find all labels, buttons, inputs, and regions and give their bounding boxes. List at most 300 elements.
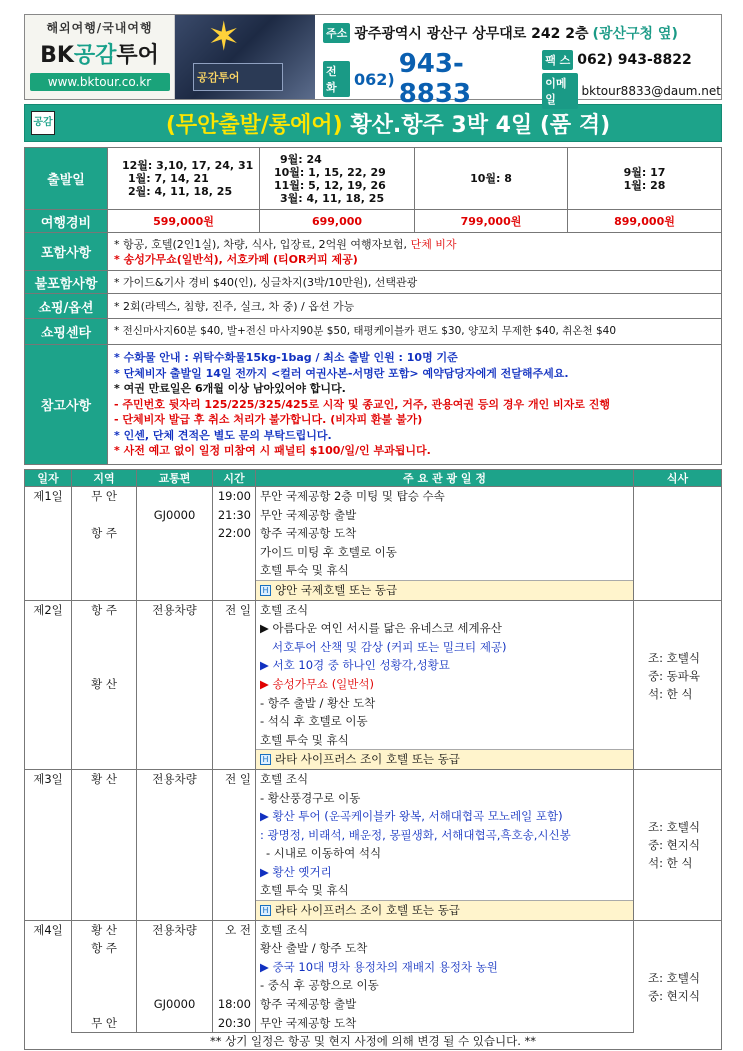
time-cell	[213, 826, 256, 845]
transport-cell-text: 전용차량	[152, 771, 197, 786]
logo-bk: BK	[40, 43, 74, 68]
time-cell	[213, 939, 256, 958]
tour-title	[55, 108, 721, 139]
area-cell	[72, 731, 137, 750]
schedule-cell-text: ▶ 서호 10경 중 하나인 성황각,성황묘	[260, 658, 450, 673]
include-visa: 단체 비자	[410, 237, 457, 251]
itinerary-row	[25, 789, 722, 808]
time-cell-text	[213, 881, 255, 900]
area-cell	[72, 638, 137, 657]
transport-cell	[137, 976, 213, 995]
itinerary-row	[25, 712, 722, 731]
col-meals: 식사	[634, 470, 722, 487]
brochure-page	[24, 14, 722, 1050]
meals-cell	[634, 920, 722, 1033]
itinerary-footer-note: ** 상기 일정은 항공 및 현지 사정에 의해 변경 될 수 있습니다. **	[24, 1033, 722, 1050]
date-line: 9월: 17	[623, 165, 666, 179]
transport-cell-text	[137, 561, 212, 580]
exclude-label: 불포함사항	[25, 271, 108, 294]
date-line: 11월: 5, 12, 19, 26	[274, 178, 386, 192]
include-line-1: * 항공, 호텔(2인1실), 차량, 식사, 입장료, 2억원 여행자보험,	[114, 237, 408, 251]
departure-label: 출발일	[25, 148, 108, 210]
schedule-cell	[256, 675, 634, 694]
time-cell	[213, 807, 256, 826]
itinerary-row	[25, 844, 722, 863]
area-cell	[72, 995, 137, 1014]
area-cell-text: 항 주	[91, 941, 117, 956]
itinerary-row	[25, 543, 722, 562]
time-cell	[213, 712, 256, 731]
time-cell-text	[213, 675, 255, 694]
phone-number[interactable]: 943-8833	[398, 49, 472, 109]
schedule-cell	[256, 769, 634, 788]
meal-line: 중: 현지식	[648, 988, 700, 1003]
schedule-cell	[256, 506, 634, 525]
schedule-cell	[256, 939, 634, 958]
meal-line: 조: 호텔식	[648, 819, 700, 834]
time-cell	[213, 1014, 256, 1033]
time-cell	[213, 844, 256, 863]
itinerary-table	[24, 469, 722, 1033]
time-cell-text: 20:30	[217, 1015, 251, 1030]
area-cell	[72, 863, 137, 882]
time-cell	[213, 656, 256, 675]
transport-cell-text	[137, 694, 212, 713]
area-cell-text	[72, 619, 136, 638]
day-label	[25, 769, 72, 920]
time-cell	[213, 995, 256, 1014]
price-1: 599,000원	[108, 210, 260, 233]
transport-cell	[137, 712, 213, 731]
schedule-cell-text: ▶ 황산 투어 (운곡케이블카 왕복, 서해대협곡 모노레일 포함)	[260, 809, 563, 824]
area-cell-text	[72, 731, 136, 750]
schedule-cell-text: ▶ 아름다운 여인 서시를 닮은 유네스코 세계유산	[260, 621, 502, 636]
day-label	[25, 920, 72, 1033]
area-cell	[72, 506, 137, 525]
schedule-cell	[256, 656, 634, 675]
schedule-cell-text: 호텔 조식	[260, 771, 309, 786]
schedule-cell	[256, 731, 634, 750]
time-cell-text	[213, 939, 255, 958]
itinerary-row	[25, 638, 722, 657]
col-time: 시간	[213, 470, 256, 487]
meals-list	[634, 487, 721, 535]
date-line: 1월: 7, 14, 21	[128, 172, 209, 185]
schedule-cell	[256, 920, 634, 939]
time-cell	[213, 769, 256, 788]
transport-cell	[137, 958, 213, 977]
meals-list	[634, 921, 721, 1005]
transport-cell-text	[137, 844, 212, 863]
area-cell-text	[72, 995, 136, 1014]
transport-cell	[137, 844, 213, 863]
hotel-icon: H	[260, 905, 271, 916]
area-cell-text	[72, 863, 136, 882]
meals-list	[634, 770, 721, 872]
date-line: 10월: 8	[470, 172, 512, 185]
area-cell	[72, 1014, 137, 1033]
empty-cell	[213, 580, 256, 600]
ref-line: * 수화물 안내 : 위탁수화물15kg-1bag / 최소 출발 인원 : 10명 기준	[114, 351, 458, 365]
contact-info	[315, 15, 721, 109]
schedule-cell-text: 호텔 조식	[260, 602, 309, 617]
time-cell	[213, 789, 256, 808]
area-cell-text	[72, 561, 136, 580]
reference-label: 참고사항	[25, 345, 108, 465]
meals-cell	[634, 487, 722, 601]
itinerary-row	[25, 863, 722, 882]
transport-cell-text	[137, 826, 212, 845]
departure-dates-2	[260, 148, 415, 210]
transport-cell-text	[137, 863, 212, 882]
schedule-cell	[256, 863, 634, 882]
hotel-row	[25, 750, 722, 770]
time-cell-text: 22:00	[217, 526, 251, 541]
transport-cell	[137, 863, 213, 882]
itinerary-row	[25, 958, 722, 977]
time-cell-text	[213, 863, 255, 882]
area-cell	[72, 694, 137, 713]
time-cell	[213, 600, 256, 619]
transport-cell-text: GJ0000	[153, 507, 196, 522]
office-sign-text: 공감투어	[197, 71, 240, 84]
schedule-cell	[256, 1014, 634, 1033]
area-cell-text: 황 산	[91, 771, 117, 786]
area-cell-text	[72, 958, 136, 977]
ref-line: * 사전 예고 없이 일정 미참여 시 패널티 $100/일/인 부과됩니다.	[114, 444, 431, 458]
transport-cell	[137, 619, 213, 638]
empty-cell	[72, 901, 137, 921]
area-cell-text	[72, 807, 136, 826]
area-cell	[72, 976, 137, 995]
itinerary-row	[25, 881, 722, 900]
phone-tag: 전화	[323, 61, 350, 97]
schedule-cell	[256, 712, 634, 731]
transport-cell	[137, 675, 213, 694]
area-cell-text	[72, 506, 136, 525]
schedule-cell-text: 호텔 투숙 및 휴식	[260, 563, 349, 578]
time-cell	[213, 863, 256, 882]
departure-dates-1	[108, 148, 260, 210]
transport-cell	[137, 656, 213, 675]
schedule-cell	[256, 995, 634, 1014]
time-cell	[213, 638, 256, 657]
time-cell-text	[213, 638, 255, 657]
fax-tag: 팩 스	[542, 50, 573, 70]
day-label-text: 제1일	[33, 489, 63, 503]
schedule-cell-text: 항주 국제공항 출발	[260, 997, 357, 1012]
schedule-cell-text: ▶ 중국 10대 명차 용정차의 재배지 용정차 농원	[260, 959, 498, 974]
email-address[interactable]: bktour8833@daum.net	[581, 83, 721, 98]
area-cell-text	[72, 881, 136, 900]
area-cell	[72, 920, 137, 939]
time-cell-text	[213, 656, 255, 675]
schedule-cell	[256, 881, 634, 900]
website-url[interactable]: www.bktour.co.kr	[30, 73, 170, 91]
hotel-row	[25, 901, 722, 921]
date-line: 2월: 4, 11, 18, 25	[128, 185, 233, 198]
itinerary-row	[25, 600, 722, 619]
itinerary-row	[25, 506, 722, 525]
area-cell-text	[72, 694, 136, 713]
address: 광주광역시 광산구 상무대로 242 2층	[354, 26, 589, 42]
center-label: 쇼핑센타	[25, 319, 108, 345]
hotel-icon: H	[260, 585, 271, 596]
schedule-cell-text: 호텔 조식	[260, 922, 309, 937]
day-label-text: 제4일	[33, 922, 63, 937]
transport-cell	[137, 826, 213, 845]
schedule-cell-text: - 시내로 이동하여 석식	[266, 846, 382, 861]
ref-line: * 여권 만료일은 6개월 이상 남아있어야 합니다.	[114, 382, 346, 396]
time-cell-text: 전 일	[225, 602, 251, 617]
fax-number: 062) 943-8822	[577, 51, 692, 68]
itinerary-row	[25, 826, 722, 845]
include-items	[108, 233, 722, 271]
meal-line: 중: 현지식	[648, 837, 700, 852]
transport-cell-text	[137, 675, 212, 694]
area-cell-text: 무 안	[91, 489, 117, 503]
schedule-cell	[256, 600, 634, 619]
transport-cell-text	[137, 712, 212, 731]
departure-dates-3	[415, 148, 568, 210]
schedule-cell	[256, 543, 634, 562]
transport-cell	[137, 506, 213, 525]
meal-line: 석: 한 식	[648, 855, 693, 870]
empty-cell	[137, 901, 213, 921]
price-3: 799,000원	[415, 210, 568, 233]
area-cell	[72, 543, 137, 562]
schedule-cell-text: 항주 국제공항 도착	[260, 526, 357, 541]
area-cell	[72, 807, 137, 826]
schedule-cell-text: 무안 국제공항 2층 미팅 및 탑승 수속	[260, 489, 445, 503]
meal-line: 중: 동파육	[648, 668, 700, 683]
hotel-cell	[256, 580, 634, 600]
transport-cell	[137, 769, 213, 788]
schedule-cell	[256, 807, 634, 826]
area-cell	[72, 524, 137, 543]
price-2: 699,000	[260, 210, 415, 233]
date-line: 9월: 24	[280, 152, 322, 166]
empty-cell	[72, 580, 137, 600]
transport-cell-text	[137, 976, 212, 995]
transport-cell	[137, 561, 213, 580]
meals-list	[634, 601, 721, 703]
schedule-cell	[256, 958, 634, 977]
area-cell-text	[72, 638, 136, 657]
address-tag: 주소	[323, 23, 350, 43]
hotel-info	[256, 901, 633, 920]
transport-cell-text	[137, 958, 212, 977]
title-highlight: (무안출발/롱에어)	[165, 112, 343, 138]
area-cell-text	[72, 712, 136, 731]
itinerary-row	[25, 675, 722, 694]
area-cell	[72, 487, 137, 506]
area-cell-text: 황 산	[91, 676, 117, 691]
time-cell	[213, 731, 256, 750]
transport-cell-text	[137, 789, 212, 808]
time-cell-text	[213, 731, 255, 750]
col-area: 지역	[72, 470, 137, 487]
logo-tour: 투어	[116, 43, 159, 68]
itinerary-row	[25, 807, 722, 826]
transport-cell-text	[137, 524, 212, 543]
hotel-info	[256, 581, 633, 600]
transport-cell-text	[137, 638, 212, 657]
transport-cell	[137, 731, 213, 750]
address-note: (광산구청 옆)	[592, 26, 678, 42]
area-cell	[72, 600, 137, 619]
meal-line: 조: 호텔식	[648, 650, 700, 665]
tour-info-table	[24, 147, 722, 465]
time-cell-text	[213, 543, 255, 562]
tour-title-bar	[24, 104, 722, 142]
area-cell-text	[72, 976, 136, 995]
time-cell-text	[213, 958, 255, 977]
time-cell	[213, 524, 256, 543]
schedule-cell-text: 무안 국제공항 도착	[260, 1015, 357, 1030]
transport-cell	[137, 694, 213, 713]
schedule-cell-text: 호텔 투숙 및 휴식	[260, 883, 349, 898]
include-line-2: * 송성가무쇼(일반석), 서호카페 (티OR커피 제공)	[114, 252, 358, 266]
day-label	[25, 600, 72, 769]
hotel-icon: H	[260, 754, 271, 765]
itinerary-row	[25, 920, 722, 939]
area-cell-text	[72, 656, 136, 675]
phone-area-code: 062)	[353, 69, 395, 89]
area-cell-text	[72, 543, 136, 562]
day-label-text: 제2일	[33, 602, 63, 617]
itinerary-row	[25, 731, 722, 750]
schedule-cell	[256, 826, 634, 845]
time-cell-text: 전 일	[225, 771, 251, 786]
time-cell	[213, 881, 256, 900]
itinerary-row	[25, 487, 722, 506]
col-day: 일자	[25, 470, 72, 487]
hotel-cell	[256, 901, 634, 921]
area-cell-text: 황 산	[91, 922, 117, 937]
company-logo	[25, 15, 175, 99]
empty-cell	[137, 750, 213, 770]
schedule-cell-text: 황산 출발 / 항주 도착	[260, 941, 368, 956]
area-cell-text	[72, 789, 136, 808]
ref-line: * 단체비자 출발일 14일 전까지 <컬러 여권사본-서명란 포함> 예약담당자에게 전달해주세요.	[114, 366, 569, 380]
ref-line: - 주민번호 뒷자리 125/225/325/425로 시작 및 종교인, 거주, 관용여권 등의 경우 개인 비자로 진행	[114, 397, 611, 411]
date-line: 3월: 4, 11, 18, 25	[280, 191, 385, 205]
ref-line: * 인센, 단체 견적은 별도 문의 부탁드립니다.	[114, 428, 332, 442]
area-cell	[72, 789, 137, 808]
day-label	[25, 487, 72, 601]
star-icon: ✶	[207, 15, 241, 60]
time-cell-text: 오 전	[225, 922, 251, 937]
schedule-cell-text: ▶ 송성가무쇼 (일반석)	[260, 676, 374, 691]
price-4: 899,000원	[568, 210, 722, 233]
schedule-cell	[256, 524, 634, 543]
schedule-cell-text: 호텔 투숙 및 휴식	[260, 732, 349, 747]
meal-line: 조: 호텔식	[648, 970, 700, 985]
schedule-cell-text: - 석식 후 호텔로 이동	[260, 714, 368, 729]
reference-notes	[108, 345, 722, 465]
area-cell	[72, 826, 137, 845]
schedule-cell-text: : 광명정, 비래석, 배운정, 몽필생화, 서해대협곡,흑호송,시신봉	[260, 827, 571, 842]
time-cell	[213, 675, 256, 694]
schedule-cell-text: 서호투어 산책 및 감상 (커피 또는 밀크티 제공)	[272, 639, 507, 654]
day-label-text: 제3일	[33, 771, 63, 786]
transport-cell	[137, 487, 213, 506]
center-items: * 전신마사지60분 $40, 발+전신 마사지90분 $50, 태평케이블카 편도 $30, 양꼬치 무제한 $40, 취온천 $40	[108, 319, 722, 345]
hotel-cell	[256, 750, 634, 770]
schedule-cell-text: 무안 국제공항 출발	[260, 507, 357, 522]
area-cell	[72, 844, 137, 863]
time-cell-text	[213, 712, 255, 731]
transport-cell	[137, 638, 213, 657]
itinerary-row	[25, 524, 722, 543]
time-cell-text	[213, 694, 255, 713]
schedule-cell	[256, 844, 634, 863]
schedule-cell	[256, 694, 634, 713]
col-transport: 교통편	[137, 470, 213, 487]
area-cell	[72, 656, 137, 675]
logo-subtitle: 해외여행/국내여행	[46, 21, 153, 35]
hotel-name: 라타 사이프러스 조이 호텔 또는 동급	[275, 752, 460, 767]
transport-cell	[137, 789, 213, 808]
time-cell	[213, 506, 256, 525]
empty-cell	[213, 901, 256, 921]
time-cell	[213, 543, 256, 562]
transport-cell-text	[137, 731, 212, 750]
time-cell	[213, 920, 256, 939]
area-cell	[72, 939, 137, 958]
itinerary-row	[25, 939, 722, 958]
ref-line: - 단체비자 발급 후 취소 처리가 불가합니다. (비자피 환불 불가)	[114, 413, 423, 427]
transport-cell-text: 전용차량	[152, 922, 197, 937]
title-logo-icon: 공감	[31, 111, 55, 135]
transport-cell-text	[137, 487, 212, 506]
transport-cell-text	[137, 1014, 212, 1033]
include-label: 포함사항	[25, 233, 108, 271]
title-main: 황산.항주 3박 4일 (품 격)	[342, 112, 611, 138]
transport-cell-text	[137, 619, 212, 638]
transport-cell	[137, 1014, 213, 1033]
itinerary-row	[25, 694, 722, 713]
transport-cell-text: GJ0000	[153, 997, 196, 1012]
transport-cell	[137, 543, 213, 562]
header	[24, 14, 722, 109]
transport-cell	[137, 524, 213, 543]
time-cell	[213, 619, 256, 638]
empty-cell	[137, 580, 213, 600]
time-cell-text	[213, 807, 255, 826]
schedule-cell	[256, 619, 634, 638]
hotel-info	[256, 750, 633, 769]
price-label: 여행경비	[25, 210, 108, 233]
time-cell	[213, 694, 256, 713]
area-cell	[72, 675, 137, 694]
transport-cell-text	[137, 939, 212, 958]
schedule-cell-text: - 항주 출발 / 황산 도착	[260, 695, 376, 710]
hotel-name: 라타 사이프러스 조이 호텔 또는 동급	[275, 903, 460, 918]
area-cell	[72, 619, 137, 638]
shopping-items: * 2회(라텍스, 침향, 진주, 실크, 차 중) / 옵션 가능	[108, 294, 722, 319]
office-photo	[175, 15, 315, 99]
area-cell-text: 항 주	[91, 602, 117, 617]
area-cell-text	[72, 844, 136, 863]
itinerary-row	[25, 656, 722, 675]
meal-line: 석: 한 식	[648, 686, 693, 701]
time-cell-text	[213, 844, 255, 863]
transport-cell-text	[137, 881, 212, 900]
time-cell-text: 18:00	[217, 997, 251, 1012]
time-cell-text	[213, 789, 255, 808]
